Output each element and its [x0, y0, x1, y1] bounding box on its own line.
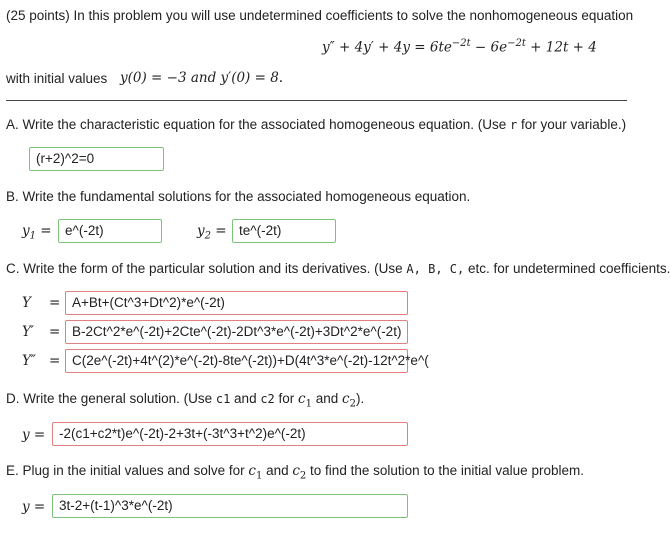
- general-y-symbol: y: [22, 427, 30, 443]
- e-c2-math: c: [292, 463, 300, 479]
- part-e-prompt-suffix: to find the solution to the initial value problem.: [306, 463, 584, 478]
- y1-symbol: y: [22, 223, 30, 239]
- part-c-prompt-text: C. Write the form of the particular solution and its derivatives. (Use: [6, 261, 407, 276]
- Yp-symbol: Y′: [22, 324, 34, 340]
- part-d-prompt: [6, 391, 364, 410]
- equation-lhs: y″ + 4y′ + 4y = 6te: [322, 39, 452, 56]
- first-derivative-input[interactable]: B-2Ct^2*e^(-2t)+2Cte^(-2t)-2Dt^3*e^(-2t)+3Dt^2*e^(-2t): [65, 320, 408, 344]
- part-d-for: for: [274, 391, 299, 406]
- part-a-prompt: [6, 117, 626, 132]
- problem-statement: (25 points) In this problem you will use undetermined coefficients to solve the nonhomogeneous equation: [6, 8, 634, 23]
- coefficient-codes: A, B, C,: [406, 262, 465, 276]
- equation-exponent-2: −2t: [507, 38, 526, 49]
- y1-label: $y_1$ =: [22, 223, 52, 242]
- equation-middle: − 6e: [470, 39, 508, 56]
- equation-rhs: + 12t + 4: [525, 39, 597, 56]
- variable-code: r: [510, 118, 518, 132]
- Y-symbol: Y: [22, 295, 31, 311]
- Yp-label: [22, 324, 34, 340]
- ivp-y-symbol: y: [22, 499, 30, 515]
- y2-subscript: 2: [204, 230, 212, 242]
- part-d-and-1: and: [230, 391, 261, 406]
- e-c1-math: c: [248, 463, 256, 479]
- characteristic-equation-input[interactable]: (r+2)^2=0: [29, 147, 164, 171]
- e-c1-subscript: 1: [255, 470, 263, 482]
- y2-input[interactable]: te^(-2t): [232, 219, 336, 243]
- Ypp-symbol: Y″: [22, 353, 36, 369]
- divider: [6, 100, 627, 101]
- part-d-and-2: and: [311, 391, 343, 406]
- c1-subscript: 1: [305, 398, 312, 410]
- y2-label: $y_2$ =: [197, 223, 227, 242]
- Ypp-equals: =: [49, 353, 61, 369]
- c1-math: c: [298, 391, 306, 407]
- part-c-prompt-suffix: etc. for undetermined coefficients.: [464, 261, 670, 276]
- c2-math: c: [342, 391, 350, 407]
- part-b-prompt: B. Write the fundamental solutions for the associated homogeneous equation.: [6, 189, 471, 204]
- particular-solution-input[interactable]: A+Bt+(Ct^3+Dt^2)*e^(-2t): [65, 291, 408, 315]
- part-d-prompt-suffix: ).: [355, 391, 365, 406]
- general-y-label: y =: [22, 427, 46, 443]
- y1-input[interactable]: e^(-2t): [58, 219, 162, 243]
- part-e-prompt-text: E. Plug in the initial values and solve for: [6, 463, 249, 478]
- part-c-prompt: [6, 261, 670, 276]
- part-d-prompt-text: D. Write the general solution. (Use: [6, 391, 216, 406]
- y1-subscript: 1: [29, 230, 37, 242]
- Yp-equals: =: [49, 324, 61, 340]
- ivp-solution-input[interactable]: 3t-2+(t-1)^3*e^(-2t): [52, 494, 408, 518]
- e-c2-subscript: 2: [299, 470, 307, 482]
- equation-exponent-1: −2t: [451, 38, 471, 49]
- part-a-prompt-text: A. Write the characteristic equation for the associated homogeneous equation. (Use: [6, 117, 511, 132]
- general-solution-input[interactable]: -2(c1+c2*t)e^(-2t)-2+3t+(-3t^3+t^2)e^(-2t): [52, 422, 408, 446]
- differential-equation: [322, 38, 597, 56]
- ivp-y-label: y =: [22, 499, 46, 515]
- part-a-prompt-suffix: for your variable.): [517, 117, 627, 132]
- c1-code: c1: [215, 392, 231, 406]
- part-e-and: and: [262, 463, 293, 478]
- initial-values-label: with initial values: [6, 71, 108, 86]
- part-e-prompt: [6, 463, 584, 482]
- c2-subscript: 2: [349, 398, 356, 410]
- Ypp-label: [22, 353, 36, 369]
- c2-code: c2: [260, 392, 275, 406]
- second-derivative-input[interactable]: C(2e^(-2t)+4t^(2)*e^(-2t)-8te^(-2t))+D(4t^3*e^(-2t)-12t^2*e^(: [65, 349, 408, 373]
- Y-equals: =: [49, 295, 61, 311]
- y2-symbol: y: [197, 223, 205, 239]
- initial-values: y(0) = −3 and y′(0) = 8.: [120, 70, 284, 86]
- Y-label: [22, 295, 31, 311]
